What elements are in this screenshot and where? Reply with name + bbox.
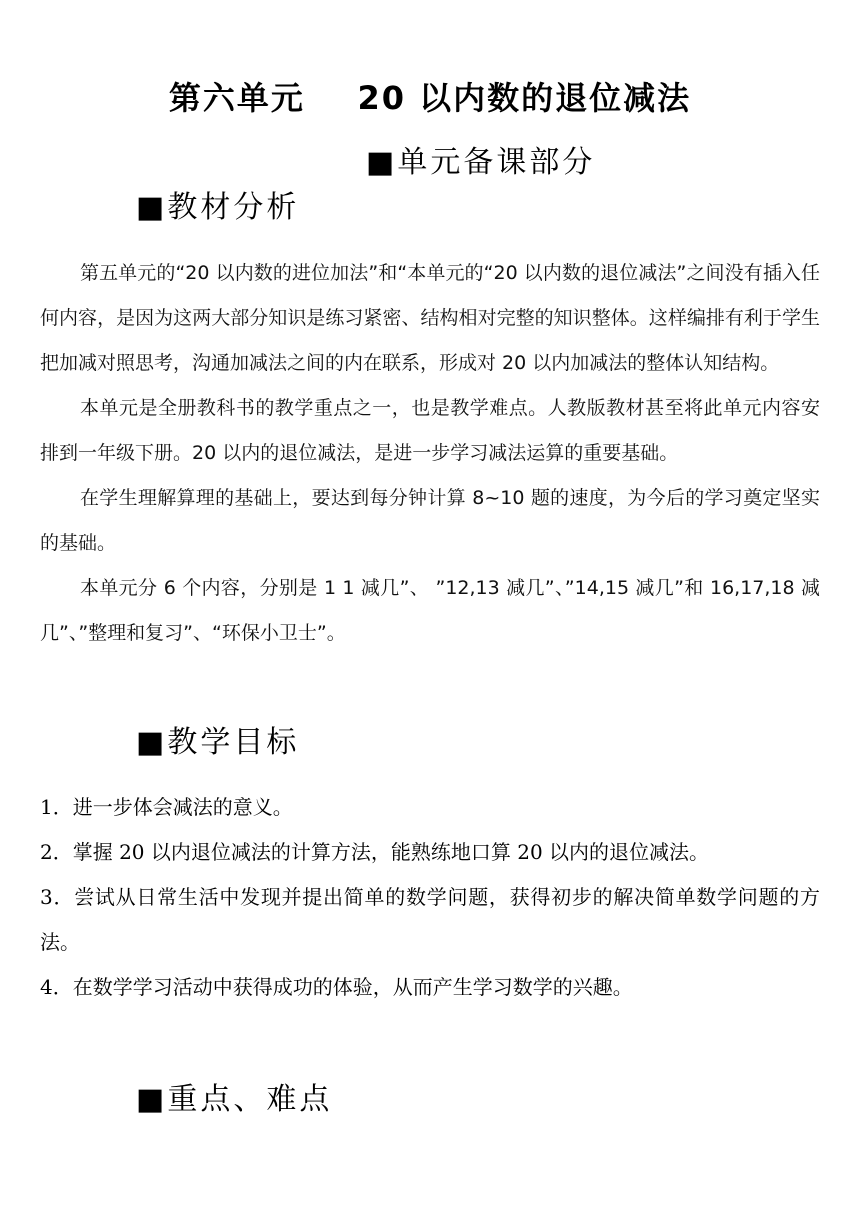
analysis-body [40, 251, 820, 656]
page-title: 第六单元 20 以内数的退位减法 [168, 79, 692, 117]
goal-item-3: 3．尝试从日常生活中发现并提出简单的数学问题，获得初步的解决简单数学问题的方法。 [40, 885, 820, 954]
section-heading-key-points: ■重点、难点 [136, 1082, 333, 1117]
goal-item-1: 1．进一步体会减法的意义。 [40, 795, 293, 819]
section-heading-analysis: ■教材分析 [136, 190, 300, 225]
section-heading-goals: ■教学目标 [136, 725, 300, 760]
goal-item-2: 2．掌握 20 以内退位减法的计算方法，能熟练地口算 20 以内的退位减法。 [40, 840, 710, 864]
goal-item-4: 4．在数学学习活动中获得成功的体验，从而产生学习数学的兴趣。 [40, 975, 633, 999]
analysis-paragraph-2: 本单元是全册教科书的教学重点之一，也是教学难点。人教版教材甚至将此单元内容安排到一年级下册。20 以内的退位减法，是进一步学习减法运算的重要基础。 [40, 397, 820, 464]
analysis-paragraph-1: 第五单元的“20 以内数的进位加法”和“本单元的“20 以内数的退位减法”之间没有插入任何内容，是因为这两大部分知识是练习紧密、结构相对完整的知识整体。这样编排有利于学生把加减对照思考，沟通加减法之间的内在联系，形成对 20 以内加减法的整体认知结构。 [40, 262, 820, 374]
analysis-paragraph-3: 在学生理解算理的基础上，要达到每分钟计算 8~10 题的速度，为今后的学习奠定坚实的基础。 [40, 487, 820, 554]
analysis-paragraph-4: 本单元分 6 个内容，分别是 1 1 减几”、 ”12,13 减几”、”14,15 减几”和 16,17,18 减几”、”整理和复习”、“环保小卫士”。 [40, 577, 820, 644]
teaching-goals-list [40, 785, 820, 1010]
unit-prep-subtitle: ■单元备课部分 [366, 145, 596, 180]
